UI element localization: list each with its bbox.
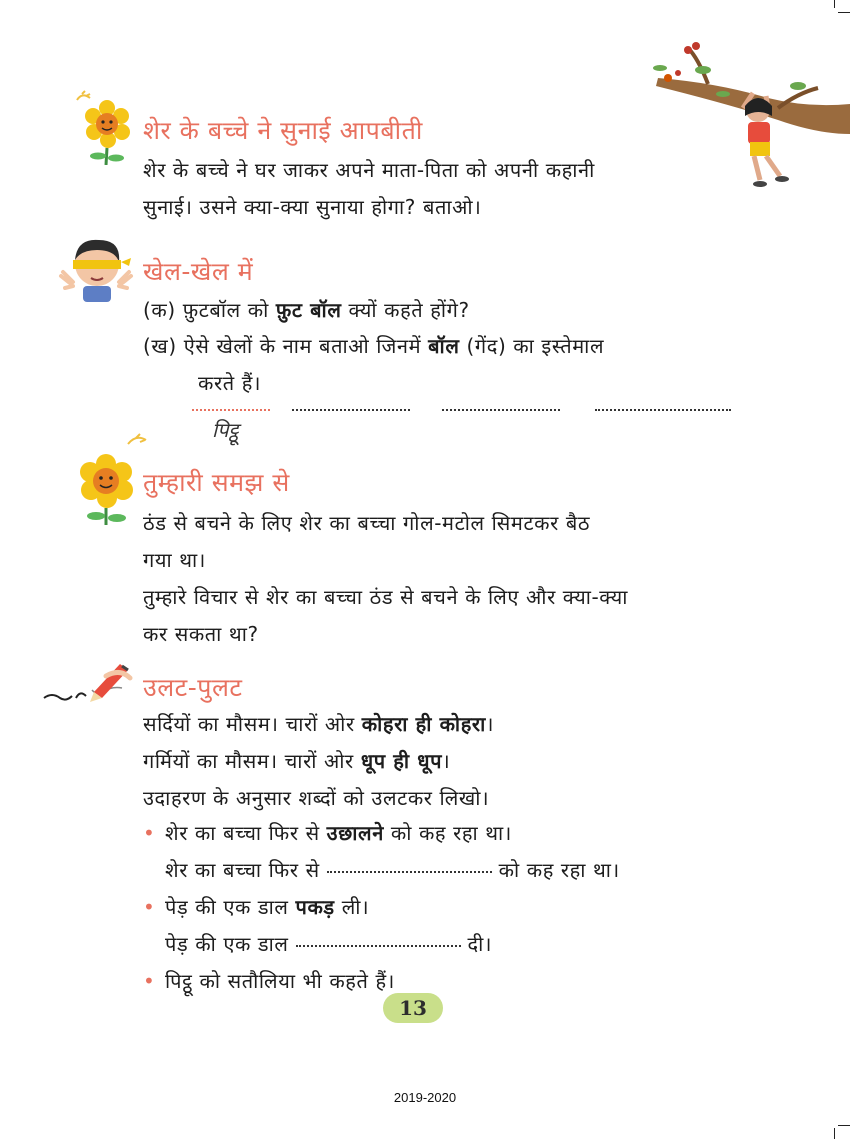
crop-mark-bottom-right-h — [838, 1125, 850, 1126]
exercise-bold-word: पकड़ — [295, 895, 335, 919]
year-label: 2019-2020 — [393, 1090, 457, 1105]
fill-in-blank[interactable] — [296, 945, 461, 947]
crop-mark-top-right-v — [834, 0, 835, 8]
paragraph-line: ठंड से बचने के लिए शेर का बच्चा गोल-मटोल सिमटकर बैठ — [143, 511, 591, 535]
paragraph-line: तुम्हारे विचार से शेर का बच्चा ठंड से बचने के लिए और क्या-क्या — [143, 585, 628, 609]
question-text: (गेंद) का इस्तेमाल — [466, 334, 605, 358]
aapbeeti-paragraph — [143, 152, 595, 226]
question-bold-word: बॉल — [428, 334, 460, 358]
pen-writing-icon — [42, 658, 137, 708]
example-winter: सर्दियों का मौसम। चारों ओर कोहरा ही कोहरा। — [143, 712, 495, 736]
blindfolded-boy-icon — [57, 232, 137, 302]
crop-mark-top-right-h — [838, 12, 850, 13]
bullet-exercise-1: • शेर का बच्चा फिर से उछालने को कह रहा था। शेर का बच्चा फिर से को कह रहा था। — [165, 815, 620, 889]
question-text: ऐसे खेलों के नाम बताओ जिनमें — [183, 334, 422, 358]
sunflower-icon — [76, 430, 151, 525]
section-title-ulat-pulat: उलट-पुलट — [143, 673, 243, 702]
question-continuation: करते हैं। — [198, 371, 262, 395]
question-ka — [143, 292, 763, 329]
exercise-bold-word: उछालने — [326, 821, 384, 845]
question-kha — [143, 328, 763, 402]
bullet-exercise-3: • पिट्ठू को सतौलिया भी कहते हैं। — [165, 963, 395, 1000]
paragraph-line: गया था। — [143, 548, 206, 572]
bullet-dot: • — [143, 969, 156, 993]
instruction-text: उदाहरण के अनुसार शब्दों को उलटकर लिखो। — [143, 786, 490, 810]
section-title-khel: खेल-खेल में — [143, 257, 254, 286]
ulat-pulat-examples — [143, 706, 494, 817]
paragraph-line: कर सकता था? — [143, 622, 259, 646]
example-summer: गर्मियों का मौसम। चारों ओर धूप ही धूप। — [143, 749, 451, 773]
question-text: क्यों कहते होंगे? — [348, 298, 470, 322]
page-number-badge: 13 — [383, 993, 443, 1023]
answer-blank[interactable] — [442, 409, 560, 411]
paragraph-line: सुनाई। उसने क्या-क्या सुनाया होगा? बताओ। — [143, 195, 482, 219]
question-text: फ़ुटबॉल को — [182, 298, 269, 322]
bullet-exercise-2: • पेड़ की एक डाल पकड़ ली। पेड़ की एक डाल दी। — [165, 889, 492, 963]
example-bold-phrase: धूप ही धूप — [360, 749, 443, 773]
bullet-dot: • — [143, 895, 156, 919]
bullet-dot: • — [143, 821, 156, 845]
fill-in-blank[interactable] — [327, 871, 492, 873]
samajh-paragraph — [143, 505, 628, 653]
section-title-aapbeeti: शेर के बच्चे ने सुनाई आपबीती — [143, 116, 423, 145]
example-bold-phrase: कोहरा ही कोहरा — [361, 712, 486, 736]
question-marker: (क) — [143, 298, 176, 322]
sunflower-icon — [72, 90, 137, 165]
answer-blank[interactable] — [292, 409, 410, 411]
question-bold-word: फ़ुट बॉल — [275, 298, 342, 322]
answer-blank-example[interactable] — [192, 409, 270, 411]
answer-blank[interactable] — [595, 409, 731, 411]
paragraph-line: शेर के बच्चे ने घर जाकर अपने माता-पिता को अपनी कहानी — [143, 158, 595, 182]
section-title-samajh: तुम्हारी समझ से — [143, 468, 290, 497]
question-marker: (ख) — [143, 334, 177, 358]
crop-mark-bottom-right-v — [834, 1128, 835, 1139]
handwritten-example-answer: पिट्ठू — [212, 418, 239, 442]
girl-on-branch-icon — [648, 38, 850, 198]
